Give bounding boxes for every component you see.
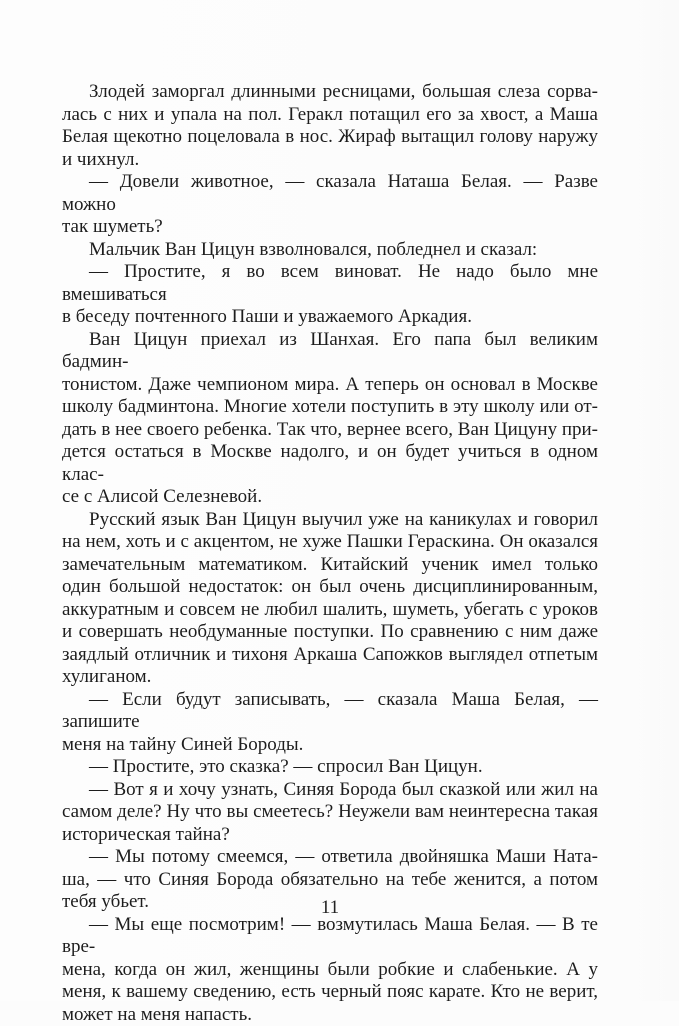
text-line: — Довели животное, — сказала Наташа Белая. — Разве можно — [62, 171, 598, 216]
text-line: историческая тайна? — [62, 824, 598, 847]
text-line: и совершать необдуманные поступки. По сравнению с ним даже — [62, 621, 598, 644]
paragraph — [62, 171, 598, 239]
text-line: — Простите, я во всем виноват. Не надо было мне вмешиваться — [62, 261, 598, 306]
text-line: Белая щекотно поцеловала в нос. Жираф вытащил голову наружу — [62, 126, 598, 149]
paragraph — [62, 261, 598, 329]
text-line: — Мы еще посмотрим! — возмутилась Маша Белая. — В те вре- — [62, 914, 598, 959]
paragraph — [62, 81, 598, 171]
text-line: Русский язык Ван Цицун выучил уже на каникулах и говорил — [62, 509, 598, 532]
paragraph — [62, 329, 598, 509]
text-line: может на меня напасть. — [62, 1004, 598, 1026]
text-line: аккуратным и совсем не любил шалить, шуметь, убегать с уроков — [62, 599, 598, 622]
text-line: заядлый отличник и тихоня Аркаша Сапожков выглядел отпетым — [62, 644, 598, 667]
text-line: Мальчик Ван Цицун взволновался, побледнел и сказал: — [62, 239, 598, 262]
text-line: — Если будут записывать, — сказала Маша Белая, — запишите — [62, 689, 598, 734]
text-line: так шуметь? — [62, 216, 598, 239]
text-line: школу бадминтона. Многие хотели поступить в эту школу или от- — [62, 396, 598, 419]
text-line: — Простите, это сказка? — спросил Ван Цицун. — [62, 756, 598, 779]
text-line: и чихнул. — [62, 149, 598, 172]
text-line: один большой недостаток: он был очень дисциплинированным, — [62, 576, 598, 599]
text-line: замечательным математиком. Китайский ученик имел только — [62, 554, 598, 577]
text-line: самом деле? Ну что вы смеетесь? Неужели вам неинтересна такая — [62, 801, 598, 824]
text-line: ша, — что Синяя Борода обязательно на тебе женится, а потом — [62, 869, 598, 892]
text-line: се с Алисой Селезневой. — [62, 486, 598, 509]
text-line: тонистом. Даже чемпионом мира. А теперь он основал в Москве — [62, 374, 598, 397]
text-line: дется остаться в Москве надолго, и он будет учиться в одном клас- — [62, 441, 598, 486]
text-line: лась с них и упала на пол. Геракл потащил его за хвост, а Маша — [62, 104, 598, 127]
paragraph — [62, 914, 598, 1026]
text-line: хулиганом. — [62, 666, 598, 689]
paragraph — [62, 756, 598, 779]
text-line: Злодей заморгал длинными ресницами, большая слеза сорва- — [62, 81, 598, 104]
text-line: — Вот я и хочу узнать, Синяя Борода был сказкой или жил на — [62, 779, 598, 802]
text-block — [62, 81, 598, 1026]
paragraph — [62, 779, 598, 847]
text-line: на нем, хоть и с акцентом, не хуже Пашки Гераскина. Он оказался — [62, 531, 598, 554]
text-line: тебя убьет. — [62, 891, 598, 914]
paragraph — [62, 689, 598, 757]
text-line: в беседу почтенного Паши и уважаемого Аркадия. — [62, 306, 598, 329]
text-line: меня, к вашему сведению, есть черный пояс карате. Кто не верит, — [62, 981, 598, 1004]
text-line: мена, когда он жил, женщины были робкие и слабенькие. А у — [62, 959, 598, 982]
text-line: — Мы потому смеемся, — ответила двойняшка Маши Ната- — [62, 846, 598, 869]
text-line: Ван Цицун приехал из Шанхая. Его папа был великим бадмин- — [62, 329, 598, 374]
paragraph — [62, 509, 598, 689]
page-number: 11 — [62, 897, 598, 919]
text-line: меня на тайну Синей Бороды. — [62, 734, 598, 757]
paragraph — [62, 239, 598, 262]
text-line: дать в нее своего ребенка. Так что, вернее всего, Ван Цицуну при- — [62, 419, 598, 442]
